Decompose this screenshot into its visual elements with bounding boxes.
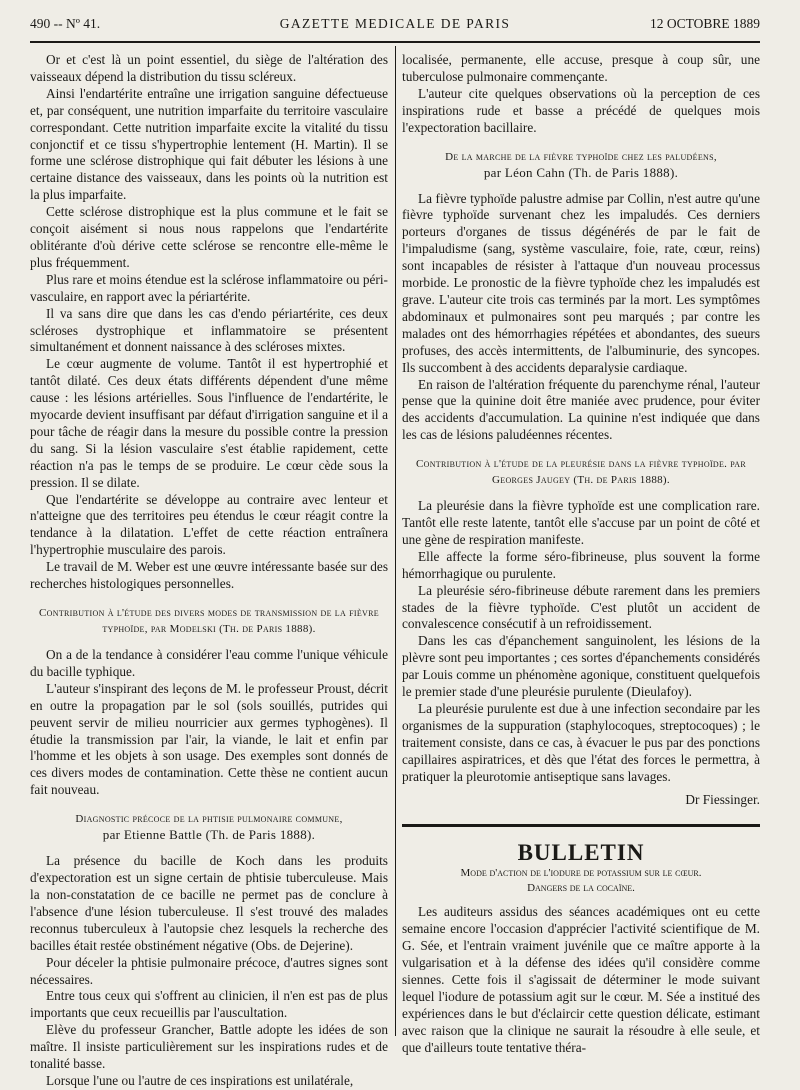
bulletin-subtitle-line: Dangers de la cocaïne.: [527, 882, 635, 895]
journal-title: GAZETTE MEDICALE DE PARIS: [279, 16, 511, 31]
section-title-text: De la marche de la fièvre typhoïde chez les paludéens,: [445, 150, 717, 163]
section-author: par Etienne Battle (Th. de Paris 1888).: [102, 827, 316, 843]
paragraph: Or et c'est là un point essentiel, du siège de l'altération des vaisseaux dépend la distribution du tissu scléreux.: [30, 52, 388, 84]
section-title-text: Diagnostic précoce de la phtisie pulmonaire commune,: [75, 813, 343, 826]
issue-date: 12 OCTOBRE 1889: [649, 16, 760, 31]
paragraph: L'auteur cite quelques observations où la perception de ces inspirations rude et basse a précédé de quelques mois l'expectoration bacillaire.: [402, 85, 760, 135]
section-title: Contribution à l'étude de la pleurésie dans la fièvre typhoïde. par Georges Jaugey (Th. de Paris 1888).: [415, 458, 747, 487]
paragraph: L'auteur s'inspirant des leçons de M. le professeur Proust, décrit en outre la propagation par le sol (sols souillés, putrides qui peuvent servir de milieu nourricier aux germes typhogènes). Il étudie la transmission par l'air, la viande, le lait et enfin par l'homme et les objets à son usage. Des exemples sont donnés de ces divers modes de contamination. Cette thèse ne contient aucun fait nouveau.: [30, 680, 388, 798]
page-header: [30, 14, 760, 34]
paragraph: Ainsi l'endartérite entraîne une irrigation sanguine défectueuse et, par conséquent, une nutrition imparfaite du territoire vasculaire correspondant. Cette nutrition imparfaite excite la vitalité du tissu conjonctif et ce tissu s'hypertrophie lentement (H. Martin). Il se forme une sclérose distrophique qui fait débuter les lésions à une certaine distance des vaisseaux, dans les points où la nutrition est la plus imparfaite.: [30, 85, 388, 203]
left-column: [30, 52, 388, 1088]
section-title: [402, 149, 760, 181]
paragraph: Les auditeurs assidus des séances académiques ont eu cette semaine encore l'occasion d'apprécier l'activité scientifique de M. G. Sée, et l'entrain vraiment juvénile que ce maître apporte à la vulgarisation et à la défense des idées qu'il considère comme siennes. Cette fois il s'agissait de déterminer le mode suivant lequel l'iodure de potassium agit sur le cœur. M. Sée a institué des expériences dans le but d'éclaircir cette question délicate, estimant avec raison que la clinique ne saurait la résoudre à elle seule, et que d'ailleurs toute tentative théra-: [402, 904, 760, 1055]
section-title: [30, 811, 388, 843]
section-title: Contribution à l'étude des divers modes de transmission de la fièvre typhoïde, par Modelski (Th. de Paris 1888).: [39, 607, 379, 635]
paragraph: Plus rare et moins étendue est la sclérose inflammatoire ou péri-vasculaire, en rapport avec la périartérite.: [30, 271, 388, 304]
paragraph: Elle affecte la forme séro-fibrineuse, plus souvent la forme hémorrhagique ou purulente.: [402, 548, 760, 581]
bulletin-section: [402, 824, 760, 1056]
paragraph: Cette sclérose distrophique est la plus commune et le fait se conçoit aisément si nous nous rappelons que l'endartérite oblitérante d'où dérive cette sclérose se rencontre elle-même le plus fréquemment.: [30, 204, 388, 270]
paragraph: La fièvre typhoïde palustre admise par Collin, n'est autre qu'une fièvre typhoïde survenant chez les impaludés. Ces derniers porteurs d'organes de tissus dégénérés de par le fait de l'impaludisme (sang, système vasculaire, foie, rate, cœur, reins) sont incapables de résister à l'attaque d'un nouveau processus morbide. Le pronostic de la fièvre typhoïde chez les impaludés est grave. L'auteur cite trois cas terminés par la mort. Les symptômes abdominaux et pulmonaires sont peu marqués ; par contre les malades ont des hémorrhagies répétées et abondantes, des sueurs profuses, des accès intermittents, de l'albuminurie, des syncopes. Ils succombent à des accidents deparalysie cardiaque.: [402, 190, 760, 375]
paragraph: On a de la tendance à considérer l'eau comme l'unique véhicule du bacille typhique.: [30, 647, 388, 679]
paragraph: Elève du professeur Grancher, Battle adopte les idées de son maître. Il insiste particulièrement sur les inspirations rudes et de tonalité basse.: [30, 1022, 388, 1072]
paragraph: Pour déceler la phtisie pulmonaire précoce, d'autres signes sont nécessaires.: [30, 954, 388, 987]
paragraph: La pleurésie purulente est due à une infection secondaire par les organismes de la suppuration (staphylocoques, streptocoques) ; le traitement consiste, dans ce cas, à évacuer le pus par des ponctions capillaires aspiratrices, et dès que l'état des forces le permettra, à pratiquer la pleurotomie antiseptique sans lavages.: [402, 701, 760, 784]
paragraph: Le cœur augmente de volume. Tantôt il est hypertrophié et tantôt dilaté. Ces deux états différents dépendent d'une même cause : les lésions artérielles. Sous l'influence de l'endartérite, le myocarde devient insuffisant par défaut d'irrigation sanguine et il a pour tâche de réagir dans la mesure du possible contre la pression du sang. Si la lésion vasculaire s'est établie rapidement, cette réaction n'a pas le temps de se produire. Le cœur cède sous la pression. Il se dilate.: [30, 356, 388, 490]
paragraph: En raison de l'altération fréquente du parenchyme rénal, l'auteur pense que la quinine doit être maniée avec prudence, pour éviter des accidents d'accumulation. La quinine n'est indiquée que dans les cas de lésions paludéennes récentes.: [402, 376, 760, 443]
bulletin-heading: BULLETIN: [517, 840, 645, 866]
paragraph: La pleurésie dans la fièvre typhoïde est une complication rare. Tantôt elle reste latente, tantôt elle s'accuse par un point de côté et une gène de respiration manifeste.: [402, 498, 760, 547]
header-rule: [30, 41, 760, 43]
author-signature: Dr Fiessinger.: [685, 791, 760, 807]
column-divider: [395, 46, 396, 1036]
paragraph: Que l'endartérite se développe au contraire avec lenteur et n'atteigne que des territoires peu étendus le cœur réagit contre la tendance à la dilatation. L'effet de cette réaction entraînera l'hypertrophie musculaire des parois.: [30, 491, 388, 558]
page-number: 490 -- Nº 41.: [30, 16, 101, 31]
paragraph: La pleurésie séro-fibrineuse débute rarement dans les premiers stades de la fièvre typhoïde. C'est plutôt un accident de convalescence consécutif à un refroidissement.: [402, 582, 760, 632]
paragraph: Le travail de M. Weber est une œuvre intéressante basée sur des recherches histologiques personnelles.: [30, 559, 388, 592]
right-column: [402, 52, 760, 1055]
section-author: par Léon Cahn (Th. de Paris 1888).: [483, 164, 679, 180]
paragraph: Dans les cas d'épanchement sanguinolent, les lésions de la plèvre sont peu importantes ; ces sortes d'épanchements considérés par Louis comme un phénomène agonique, constituent quelquefois le premier stade d'une pleurésie purulente (Dieulafoy).: [402, 633, 760, 700]
paragraph: Lorsque l'une ou l'autre de ces inspirations est unilatérale,: [46, 1072, 354, 1088]
paragraph: localisée, permanente, elle accuse, presque à coup sûr, une tuberculose pulmonaire commençante.: [402, 52, 760, 84]
paragraph: Il va sans dire que dans les cas d'endo périartérite, ces deux scléroses dystrophique et inflammatoire se présentent simultanément et donnent naissance à des scléroses mixtes.: [30, 305, 388, 355]
bulletin-subtitle-line: Mode d'action de l'iodure de potassium sur le cœur.: [460, 867, 702, 880]
paragraph: La présence du bacille de Koch dans les produits d'expectoration est un signe certain de phtisie tuberculeuse. Mais la non-constatation de ce bacille ne permet pas de conclure à l'absence d'une lésion tuberculeuse. Il s'est trouvé des malades reconnus tuberculeux à l'autopsie chez lesquels la recherche des bacilles était restée obstinément négative (Obs. de Dejerine).: [30, 853, 388, 953]
paragraph: Entre tous ceux qui s'offrent au clinicien, il n'en est pas de plus importants que ceux recueillis par l'auscultation.: [30, 988, 388, 1021]
bulletin-subtitle: [402, 866, 760, 896]
